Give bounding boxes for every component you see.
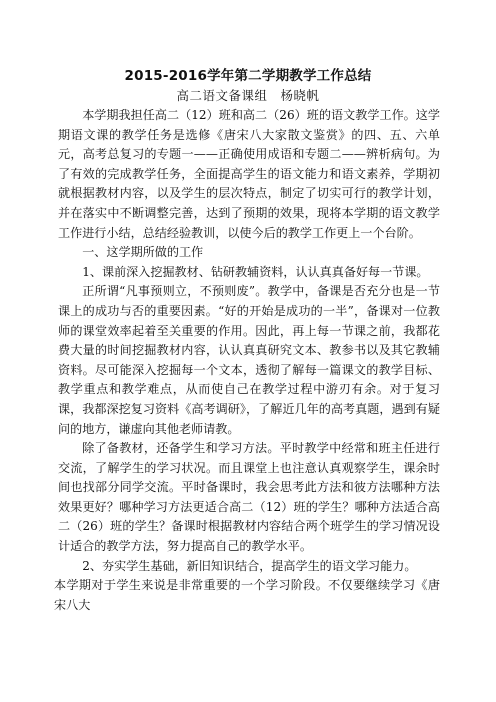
document-body — [54, 106, 440, 615]
subheading-2: 2、夯实学生基础，新旧知识结合，提高学生的语文学习能力。 — [82, 558, 417, 573]
subheading-1: 1、课前深入挖掘教材、钻研教辅资料，认认真真备好每一节课。 — [82, 264, 429, 279]
paragraph-semester: 本学期对于学生来说是非常重要的一个学习阶段。不仅要继续学习《唐宋八大 — [54, 578, 440, 612]
document-subtitle: 高二语文备课组 杨晓帆 — [176, 88, 320, 103]
document-title: 2015-2016学年第二学期教学工作总结 — [124, 68, 372, 84]
paragraph-intro: 本学期我担任高二（12）班和高二（26）班的语文教学工作。这学期语文课的教学任务是选修《唐宋八大家散文鉴赏》的四、五、六单元，高考总复习的专题一——正确使用成语和专题二——辨析病句。为了有效的完成教学任务，全面提高学生的语文能力和语文素养，学期初就根据教材内容，以及学生的层次特点，制定了切实可行的教学计划，并在落实中不断调整完善，达到了预期的效果，现将本学期的语文教学工作进行小结，总结经验教训，以使今后的教学工作更上一个台阶。 — [58, 108, 440, 240]
paragraph-students: 除了备教材，还备学生和学习方法。平时教学中经常和班主任进行交流，了解学生的学习状况。而且课堂上也注意认真观察学生，课余时间也找部分同学交流。平时备课时，我会思考此方法和彼方法哪种方法效果更好？哪种学习方法更适合高二（12）班的学生？哪种方法适合高二（26）班的学生？备课时根据教材内容结合两个班学生的学习情况设计适合的教学方法，努力提高自己的教学水平。 — [58, 441, 440, 554]
section-heading-1: 一、这学期所做的工作 — [82, 245, 204, 260]
paragraph-preparation: 正所谓“凡事预则立，不预则废”。教学中，备课是否充分也是一节课上的成功与否的重要因素。“好的开始是成功的一半”，备课对一位教师的课堂效率起着至关重要的作用。因此，再上每一节课之前，我都花费大量的时间挖掘教材内容，认认真真研究文本、教参书以及其它教辅资料。尽可能深入挖掘每一个文本，透彻了解每一篇课文的教学目标、教学重点和教学难点，从而使自己在教学过程中游刃有余。对于复习课，我都深挖复习资料《高考调研》，了解近几年的高考真题，遇到有疑问的地方，谦虚向其他老师请教。 — [58, 284, 440, 436]
